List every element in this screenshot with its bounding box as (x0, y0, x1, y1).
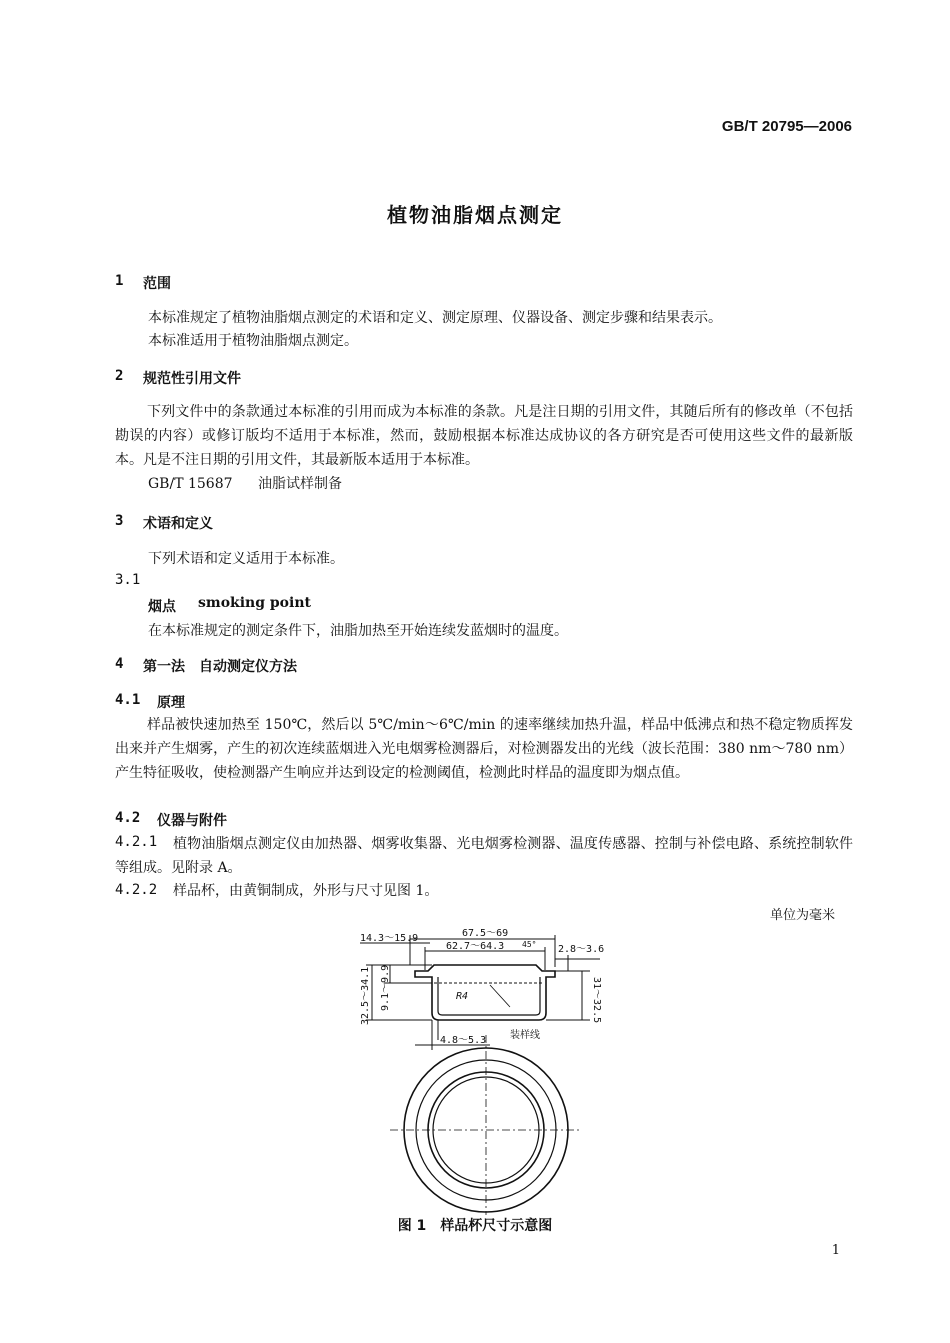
section-1-paragraph-1: 本标准规定了植物油脂烟点测定的术语和定义、测定原理、仪器设备、测定步骤和结果表示。 (148, 310, 722, 326)
document-title: 植物油脂烟点测定 (387, 203, 563, 227)
section-2-paragraph: 下列文件中的条款通过本标准的引用而成为本标准的条款。凡是注日期的引用文件，其随后所有的修改单（不包括勘误的内容）或修订版均不适用于本标准，然而，鼓励根据本标准达成协议的各方研究是否可使用这些文件的最新版本。凡是不注日期的引用文件，其最新版本适用于本标准。 (115, 404, 853, 468)
dim-rim-height: 9.1～9.9 (380, 964, 391, 1011)
dim-outer-width: 67.5～69 (462, 928, 509, 939)
section-4-2-2-number: 4.2.2 (115, 882, 158, 898)
section-1-heading: 范围 (143, 276, 171, 292)
section-4-heading: 第一法 自动测定仪方法 (143, 659, 297, 675)
section-4-2-2-paragraph: 样品杯，由黄铜制成，外形与尺寸见图 1。 (173, 883, 439, 899)
section-1-number: 1 (115, 273, 124, 289)
dim-inner-width: 62.7～64.3 (446, 941, 505, 952)
section-3-number: 3 (115, 513, 124, 529)
section-3-heading: 术语和定义 (143, 516, 213, 532)
dim-radius: R4 (456, 991, 469, 1002)
page-number: 1 (831, 1243, 840, 1258)
section-2-number: 2 (115, 368, 124, 384)
section-4-1-heading: 原理 (157, 695, 185, 711)
cup-section-outline (415, 965, 555, 1020)
section-4-number: 4 (115, 656, 124, 672)
dim-lip: 2.8～3.6 (558, 944, 605, 955)
reference-code: GB/T 15687 (148, 476, 233, 492)
figure-title: 样品杯尺寸示意图 (440, 1218, 553, 1234)
section-4-1-paragraph: 样品被快速加热至 150℃，然后以 5℃/min～6℃/min 的速率继续加热升温，样品中低沸点和热不稳定物质挥发出来并产生烟雾，产生的初次连续蓝烟进入光电烟雾检测器后，对检测器发出的光线（波长范围：380 nm～780 nm）产生特征吸收，使检测器产生响应并达到设定的检测阈值，检测此时样品的温度即为烟点值。 (115, 717, 853, 781)
section-4-2-1-paragraph: 植物油脂烟点测定仪由加热器、烟雾收集器、光电烟雾检测器、温度传感器、控制与补偿电路、系统控制软件等组成。见附录 A。 (115, 836, 853, 876)
section-4-2-number: 4.2 (115, 810, 141, 826)
subsection-3-1-number: 3.1 (115, 572, 141, 588)
dim-body-height: 31～32.5 (591, 977, 602, 1024)
section-3-paragraph: 下列术语和定义适用于本标准。 (148, 551, 344, 567)
section-4-2-1-number: 4.2.1 (115, 834, 158, 850)
dim-total-height: 32.5～34.1 (360, 966, 371, 1025)
section-2-heading: 规范性引用文件 (143, 371, 241, 387)
term-english: smoking point (198, 595, 311, 611)
dim-base: 4.8～5.3 (440, 1035, 487, 1046)
dim-angle: 45° (522, 940, 537, 949)
dim-flange: 14.3～15.9 (360, 933, 419, 944)
sample-cup-figure (350, 925, 630, 1215)
reference-title: 油脂试样制备 (258, 476, 342, 492)
standard-number: GB/T 20795—2006 (721, 118, 852, 135)
section-4-2-heading: 仪器与附件 (157, 813, 227, 829)
section-4-1-number: 4.1 (115, 692, 141, 708)
section-1-paragraph-2: 本标准适用于植物油脂烟点测定。 (148, 333, 358, 349)
term-definition: 在本标准规定的测定条件下，油脂加热至开始连续发蓝烟时的温度。 (148, 623, 568, 639)
figure-number: 图 1 (397, 1218, 427, 1234)
term-chinese: 烟点 (148, 599, 176, 615)
fill-line-label: 装样线 (510, 1030, 540, 1041)
unit-note: 单位为毫米 (769, 908, 835, 923)
figure-caption (0, 1215, 950, 1235)
